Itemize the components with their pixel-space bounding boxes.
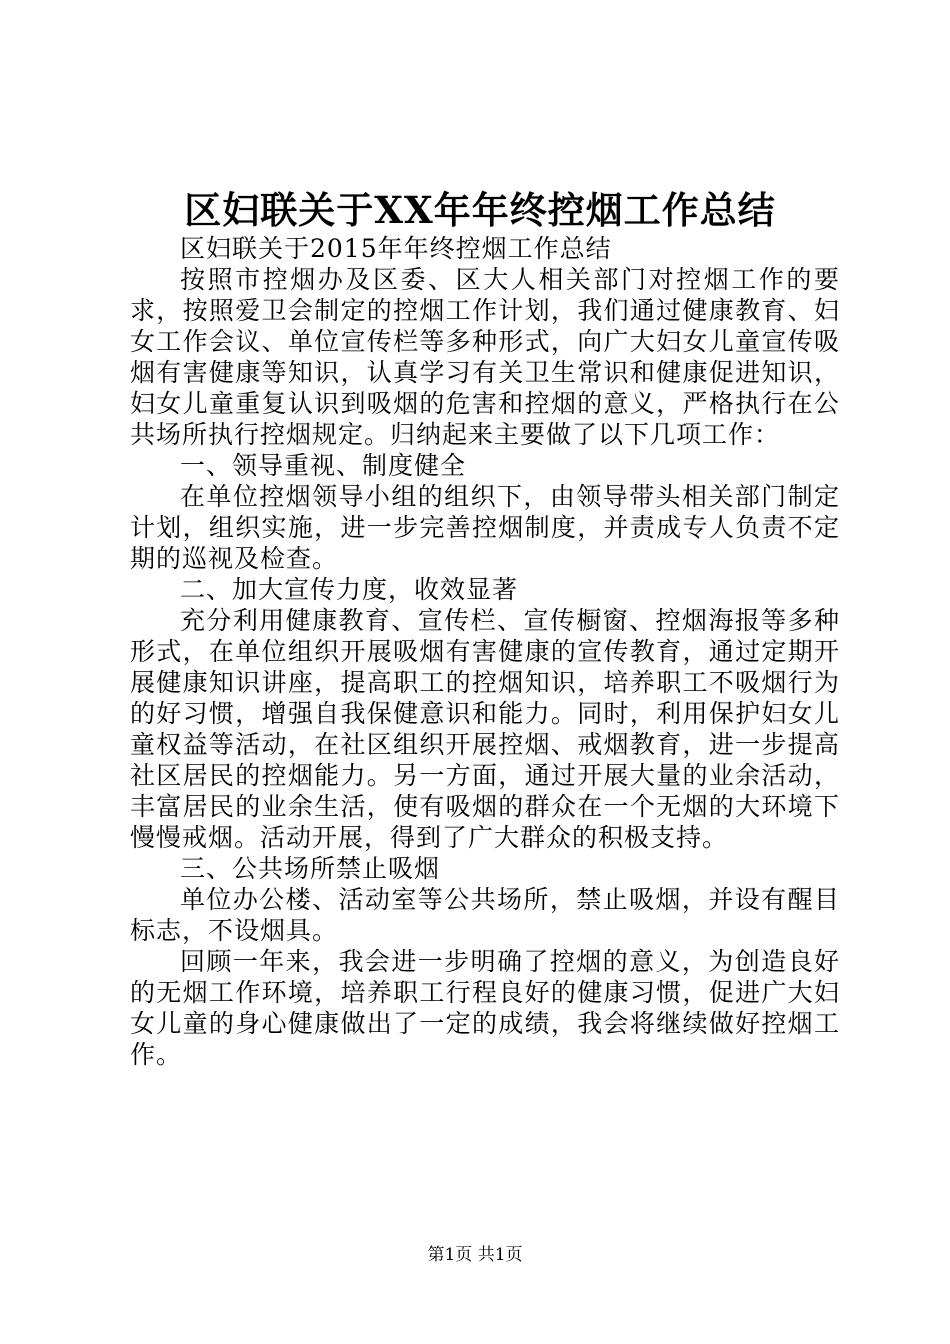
paragraph-intro: 按照市控烟办及区委、区大人相关部门对控烟工作的要求，按照爱卫会制定的控烟工作计划，我们通过健康教育、妇女工作会议、单位宣传栏等多种形式，向广大妇女儿童宣传吸烟有害健康等知识，认真学习有关卫生常识和健康促进知识，妇女儿童重复认识到吸烟的危害和控烟的意义，严格执行在公共场所执行控烟规定。归纳起来主要做了以下几项工作： [130,265,840,449]
document-title: 区妇联关于XX年年终控烟工作总结 [184,188,776,232]
document-body [130,233,840,1070]
paragraph-section-1: 在单位控烟领导小组的组织下，由领导带头相关部门制定计划，组织实施，进一步完善控烟制度，并责成专人负责不定期的巡视及检查。 [130,482,840,573]
section-heading-2: 二、加大宣传力度，收效显著 [180,575,519,604]
paragraph-section-2: 充分利用健康教育、宣传栏、宣传橱窗、控烟海报等多种形式，在单位组织开展吸烟有害健康的宣传教育，通过定期开展健康知识讲座，提高职工的控烟知识，培养职工不吸烟行为的好习惯，增强自我保健意识和能力。同时，利用保护妇女儿童权益等活动，在社区组织开展控烟、戒烟教育，进一步提高社区居民的控烟能力。另一方面，通过开展大量的业余活动，丰富居民的业余生活，使有吸烟的群众在一个无烟的大环境下慢慢戒烟。活动开展，得到了广大群众的积极支持。 [130,606,840,852]
section-heading-1: 一、领导重视、制度健全 [180,451,467,480]
page-number-current: 第1页 [427,1245,473,1265]
page-number-total: 共1页 [477,1245,523,1265]
paragraph-section-3: 单位办公楼、活动室等公共场所，禁止吸烟，并设有醒目标志，不设烟具。 [130,885,840,945]
section-heading-3: 三、公共场所禁止吸烟 [180,854,441,883]
page-footer [0,1244,950,1266]
paragraph-conclusion: 回顾一年来，我会进一步明确了控烟的意义，为创造良好的无烟工作环境，培养职工行程良好的健康习惯，促进广大妇女儿童的身心健康做出了一定的成绩，我会将继续做好控烟工作。 [130,947,840,1069]
paragraph-subtitle: 区妇联关于2015年年终控烟工作总结 [180,234,612,263]
